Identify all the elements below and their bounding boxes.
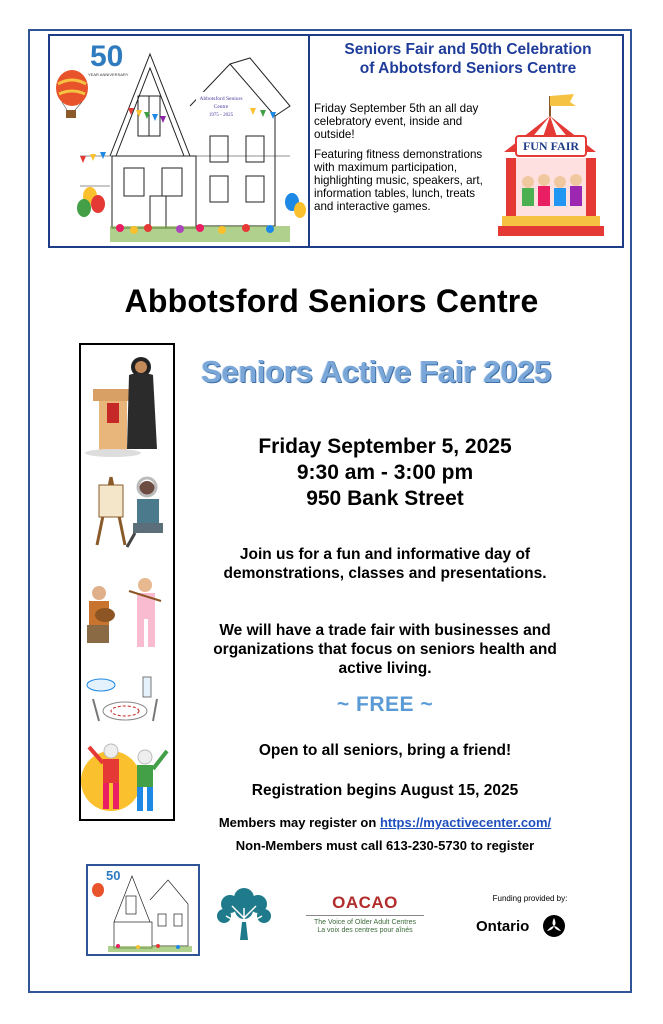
members-register-text <box>150 815 620 830</box>
banner-description <box>314 102 490 220</box>
ontario-wordmark: Ontario <box>476 918 530 935</box>
members-prefix: Members may register on <box>218 815 380 830</box>
event-time: 9:30 am - 3:00 pm <box>296 461 474 484</box>
activity-image-strip <box>79 343 175 821</box>
event-address: 950 Bank Street <box>306 487 464 510</box>
fun-fair-label: FUN FAIR <box>522 139 580 153</box>
mini-house-illustration <box>86 864 200 956</box>
trade-fair-text: We will have a trade fair with businesses and organizations that focus on seniors health and active living. <box>213 622 557 677</box>
event-date: Friday September 5, 2025 <box>258 435 512 458</box>
painter-easel-icon <box>97 477 163 547</box>
funding-label: Funding provided by: <box>492 894 568 903</box>
free-label: ~ FREE ~ <box>336 693 434 716</box>
banner-title <box>316 40 620 78</box>
dinner-plates-icon <box>87 677 157 721</box>
top-banner <box>48 34 624 248</box>
non-members-text: Non-Members must call 613-230-5730 to register <box>235 838 535 853</box>
exercise-seniors-icon <box>81 744 167 811</box>
fun-fair-tent-icon <box>490 92 610 242</box>
tree-logo-icon <box>212 878 276 944</box>
trillium-icon <box>542 914 566 938</box>
mini-anniversary-number: 50 <box>106 868 121 883</box>
sign-line-1: Abbotsford Seniors <box>199 96 243 102</box>
speaker-podium-icon <box>85 357 157 457</box>
org-title: Abbotsford Seniors Centre <box>124 283 539 319</box>
registration-text: Registration begins August 15, 2025 <box>251 782 519 799</box>
banner-para-2: Featuring fitness demonstrations with maximum participation, highlighting music, speakers, art, information tables, lunch, treats and interactive games. <box>314 148 483 213</box>
hot-air-balloon-icon <box>56 70 88 118</box>
oacao-divider <box>306 915 424 916</box>
ontario-logo <box>476 914 568 938</box>
event-details <box>190 434 580 512</box>
sign-line-3: 1975 - 2025 <box>208 113 234 118</box>
banner-title-line-1: Seniors Fair and 50th Celebration <box>344 41 592 58</box>
house-sketch-icon <box>50 36 310 246</box>
oacao-sub-fr: La voix des centres pour aînés <box>317 927 413 934</box>
fair-title: Seniors Active Fair 2025 <box>200 354 552 389</box>
oacao-logo <box>300 893 430 935</box>
balloons-icon <box>77 187 306 218</box>
register-link[interactable]: https://myactivecenter.com/ <box>379 815 552 830</box>
anniversary-caption: YEAR ANNIVERSARY <box>88 72 129 77</box>
open-to-all-text: Open to all seniors, bring a friend! <box>258 742 512 759</box>
oacao-name: OACAO <box>332 893 398 912</box>
intro-text: Join us for a fun and informative day of demonstrations, classes and presentations. <box>223 546 547 582</box>
sign-line-2: Centre <box>213 104 229 110</box>
anniversary-number: 50 <box>90 40 124 73</box>
banner-para-1: Friday September 5th an all day celebratory event, inside and outside! <box>314 102 479 141</box>
banner-title-line-2: of Abbotsford Seniors Centre <box>359 60 577 77</box>
oacao-sub-en: The Voice of Older Adult Centres <box>314 919 416 926</box>
musicians-icon <box>87 578 161 647</box>
